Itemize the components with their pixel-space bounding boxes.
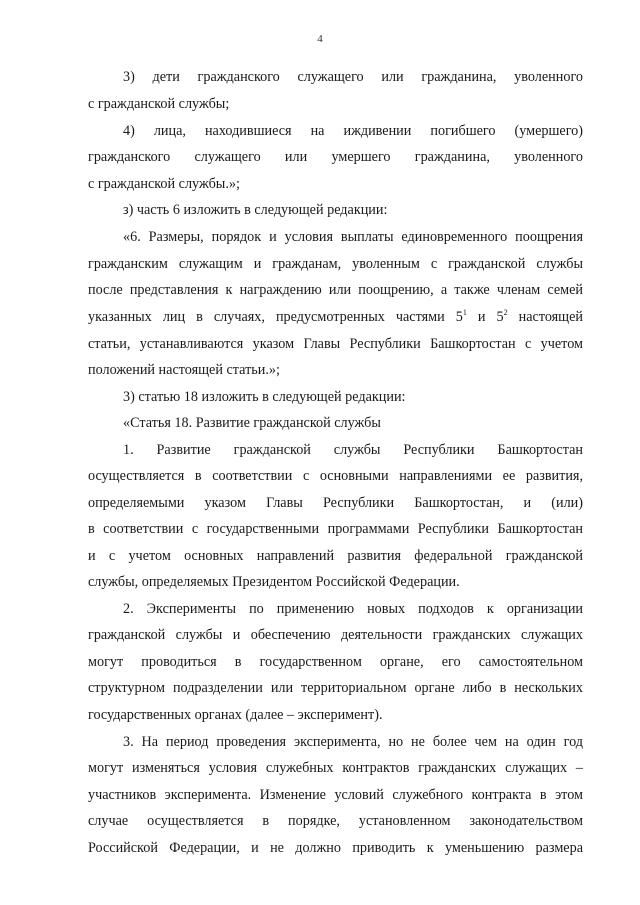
superscript: 1 (462, 308, 467, 317)
text-line: государственных органах (далее – эксперимент). (88, 707, 383, 723)
text-line: в соответствии с государственными программами Республики Башкортостан (88, 521, 583, 537)
text-line: 3. На период проведения эксперимента, но не более чем на один год (123, 734, 583, 750)
text-line: 1. Развитие гражданской службы Республики Башкортостан (123, 442, 583, 458)
text-line: участников эксперимента. Изменение условий служебного контракта в этом (88, 787, 583, 803)
text-line-with-superscripts (88, 308, 583, 326)
text-line: «Статья 18. Развитие гражданской службы (123, 415, 381, 431)
text-line: положений настоящей статьи.»; (88, 362, 280, 378)
text-line: гражданской службы и обеспечению деятельности гражданских служащих (88, 627, 583, 643)
text-line: Российской Федерации, и не должно приводить к уменьшению размера (88, 840, 583, 856)
text-line: могут изменяться условия служебных контрактов гражданских служащих – (88, 760, 583, 776)
text-line: определяемыми указом Главы Республики Башкортостан, и (или) (88, 495, 583, 511)
text-line: и с учетом основных направлений развития федеральной гражданской (88, 548, 583, 564)
text-line: структурном подразделении или территориальном органе либо в нескольких (88, 680, 583, 696)
text-line: 3) дети гражданского служащего или гражданина, уволенного (123, 69, 583, 85)
text-line: 3) статью 18 изложить в следующей редакции: (123, 389, 406, 405)
text-line: после представления к награждению или поощрению, а также членам семей (88, 282, 583, 298)
text-line: с гражданской службы; (88, 96, 230, 112)
text-line: статьи, устанавливаются указом Главы Республики Башкортостан с учетом (88, 336, 583, 352)
text-line: 4) лица, находившиеся на иждивении погибшего (умершего) (123, 123, 583, 139)
text-fragment: настоящей (507, 309, 583, 325)
text-fragment: указанных лиц в случаях, предусмотренных частями 5 (88, 309, 463, 325)
text-line: случае осуществляется в порядке, установленном законодательством (88, 813, 583, 829)
text-line: «6. Размеры, порядок и условия выплаты единовременного поощрения (123, 229, 583, 245)
superscript: 2 (503, 308, 508, 317)
text-line: с гражданской службы.»; (88, 176, 240, 192)
text-line: гражданского служащего или умершего гражданина, уволенного (88, 149, 583, 165)
text-line: з) часть 6 изложить в следующей редакции: (123, 202, 388, 218)
text-line: могут проводиться в государственном органе, его самостоятельном (88, 654, 583, 670)
text-line: гражданским служащим и гражданам, уволенным с гражданской службы (88, 256, 583, 272)
text-fragment: и 5 (466, 309, 504, 325)
text-line: службы, определяемых Президентом Российской Федерации. (88, 574, 460, 590)
text-line: осуществляется в соответствии с основными направлениями ее развития, (88, 468, 583, 484)
page-number: 4 (317, 33, 323, 45)
text-line: 2. Эксперименты по применению новых подходов к организации (123, 601, 583, 617)
